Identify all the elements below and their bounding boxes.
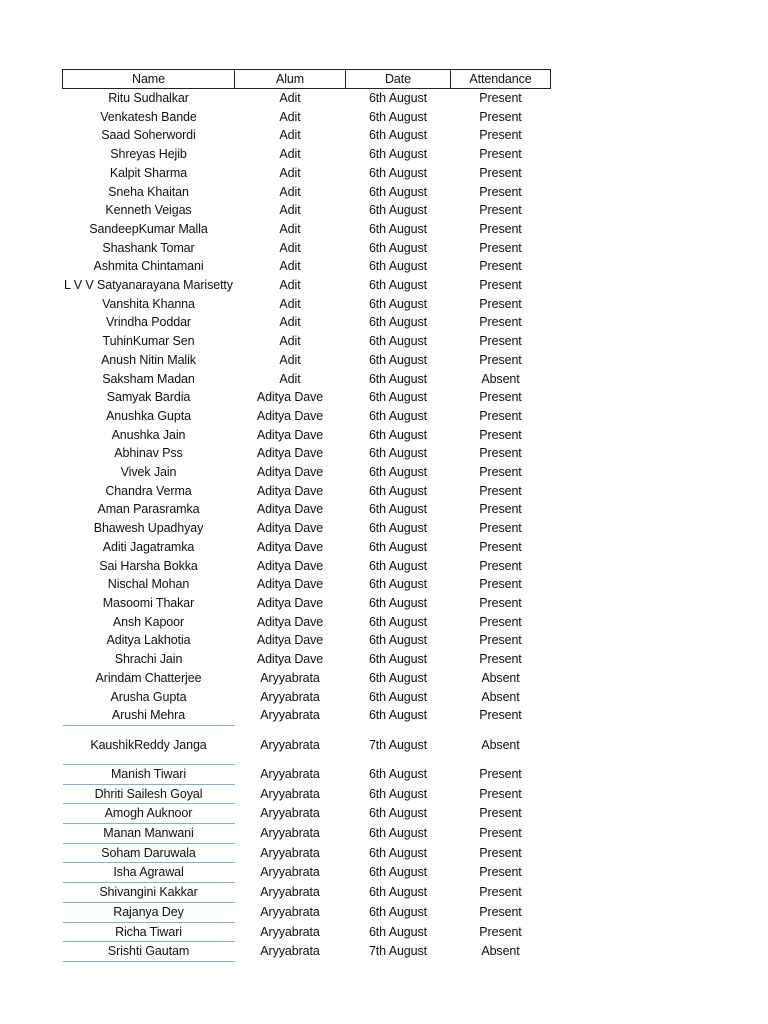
cell-date: 6th August (368, 390, 428, 405)
cell-attendance: Present (479, 427, 522, 442)
cell-name: Aditya Lakhotia (106, 633, 191, 648)
cell-date: 6th August (368, 465, 428, 480)
column-header-name: Name (63, 70, 235, 89)
cell-date: 6th August (368, 904, 428, 919)
cell-name: Sneha Khaitan (108, 184, 189, 199)
cell-alum: Aditya Dave (256, 427, 324, 442)
cell-name: Samyak Bardia (106, 390, 191, 405)
table-row (63, 669, 551, 688)
cell-attendance: Present (479, 315, 522, 330)
cell-name: Nischal Mohan (107, 577, 190, 592)
cell-attendance: Present (479, 786, 522, 801)
cell-alum: Adit (279, 184, 301, 199)
cell-alum: Adit (279, 240, 301, 255)
cell-attendance: Present (479, 826, 522, 841)
cell-attendance: Present (479, 614, 522, 629)
table-row (63, 108, 551, 127)
cell-alum: Adit (279, 221, 301, 236)
cell-date: 6th August (368, 539, 428, 554)
cell-attendance: Present (479, 708, 522, 723)
cell-alum: Aryyabrata (260, 806, 320, 821)
cell-attendance: Present (479, 184, 522, 199)
table-row (63, 276, 551, 295)
cell-name: Aditi Jagatramka (102, 539, 195, 554)
cell-name: Anushka Jain (111, 427, 186, 442)
table-row (63, 482, 551, 501)
cell-attendance: Present (479, 109, 522, 124)
cell-attendance: Present (479, 259, 522, 274)
cell-attendance: Present (479, 390, 522, 405)
table-row (63, 388, 551, 407)
cell-date: 6th August (368, 766, 428, 781)
cell-date: 6th August (368, 128, 428, 143)
cell-attendance: Present (479, 502, 522, 517)
cell-alum: Aryyabrata (260, 670, 320, 685)
cell-date: 6th August (368, 334, 428, 349)
cell-date: 6th August (368, 147, 428, 162)
table-row (63, 500, 551, 519)
cell-alum: Adit (279, 91, 301, 105)
cell-name: Anushka Gupta (106, 408, 191, 423)
cell-name: Chandra Verma (105, 483, 192, 498)
table-row (63, 257, 551, 276)
table-row (63, 688, 551, 707)
cell-alum: Aryyabrata (260, 786, 320, 801)
cell-alum: Aryyabrata (260, 689, 320, 704)
cell-alum: Aditya Dave (256, 633, 324, 648)
cell-alum: Aryyabrata (260, 845, 320, 860)
cell-date: 6th August (368, 109, 428, 124)
cell-attendance: Present (479, 296, 522, 311)
cell-name: Richa Tiwari (63, 922, 235, 942)
cell-date: 6th August (368, 184, 428, 199)
cell-attendance: Present (479, 165, 522, 180)
cell-attendance: Present (479, 924, 522, 939)
table-row (63, 426, 551, 445)
cell-alum: Aditya Dave (256, 390, 324, 405)
cell-name: Srishti Gautam (63, 942, 235, 962)
cell-date: 6th August (368, 165, 428, 180)
table-row (63, 650, 551, 669)
table-row (63, 463, 551, 482)
cell-name: Anush Nitin Malik (101, 352, 196, 367)
cell-name: Kenneth Veigas (105, 203, 192, 218)
cell-attendance: Present (479, 558, 522, 573)
cell-attendance: Present (479, 845, 522, 860)
cell-attendance: Present (479, 221, 522, 236)
table-row (63, 863, 551, 883)
cell-date: 6th August (368, 577, 428, 592)
table-row (63, 332, 551, 351)
cell-alum: Aryyabrata (260, 766, 320, 781)
cell-attendance: Absent (481, 371, 520, 386)
cell-attendance: Absent (481, 737, 520, 752)
cell-attendance: Present (479, 483, 522, 498)
cell-date: 6th August (368, 689, 428, 704)
cell-name: Vanshita Khanna (102, 296, 195, 311)
cell-attendance: Present (479, 865, 522, 880)
attendance-table (62, 69, 551, 962)
cell-name: Bhawesh Upadhyay (93, 521, 204, 536)
cell-alum: Aryyabrata (260, 924, 320, 939)
table-row (63, 764, 551, 784)
cell-date: 7th August (368, 944, 428, 959)
cell-attendance: Present (479, 652, 522, 667)
cell-alum: Adit (279, 128, 301, 143)
column-header-alum: Alum (235, 70, 346, 89)
cell-alum: Aditya Dave (256, 483, 324, 498)
cell-name: Dhriti Sailesh Goyal (63, 784, 235, 804)
cell-date: 6th August (368, 924, 428, 939)
cell-name: Saksham Madan (102, 371, 195, 386)
cell-alum: Aryyabrata (260, 904, 320, 919)
cell-alum: Aditya Dave (256, 465, 324, 480)
table-row (63, 201, 551, 220)
cell-alum: Adit (279, 371, 301, 386)
cell-date: 6th August (368, 633, 428, 648)
table-row (63, 145, 551, 164)
cell-name: Shrachi Jain (114, 652, 183, 667)
cell-name: Ansh Kapoor (112, 614, 185, 629)
cell-date: 6th August (368, 221, 428, 236)
cell-date: 6th August (368, 865, 428, 880)
cell-date: 6th August (368, 408, 428, 423)
cell-name: Arushi Mehra (63, 706, 235, 725)
table-row (63, 725, 551, 764)
cell-alum: Aditya Dave (256, 577, 324, 592)
cell-date: 6th August (368, 446, 428, 461)
cell-attendance: Present (479, 766, 522, 781)
table-row (63, 631, 551, 650)
cell-alum: Aryyabrata (260, 885, 320, 900)
cell-name: Arindam Chatterjee (95, 670, 202, 685)
cell-date: 6th August (368, 558, 428, 573)
cell-attendance: Present (479, 521, 522, 536)
cell-date: 6th August (368, 352, 428, 367)
table-row (63, 89, 551, 108)
table-body (63, 89, 551, 962)
cell-attendance: Present (479, 465, 522, 480)
cell-date: 6th August (368, 259, 428, 274)
cell-name: Rajanya Dey (63, 902, 235, 922)
cell-date: 6th August (368, 652, 428, 667)
cell-alum: Adit (279, 352, 301, 367)
cell-date: 6th August (368, 296, 428, 311)
cell-name: KaushikReddy Janga (63, 725, 235, 764)
cell-name: TuhinKumar Sen (102, 334, 195, 349)
cell-date: 6th August (368, 595, 428, 610)
cell-name: Kalpit Sharma (109, 165, 188, 180)
cell-date: 6th August (368, 806, 428, 821)
table-row (63, 183, 551, 202)
cell-alum: Adit (279, 259, 301, 274)
cell-attendance: Present (479, 147, 522, 162)
cell-alum: Aryyabrata (260, 944, 320, 959)
cell-date: 6th August (368, 502, 428, 517)
cell-attendance: Present (479, 203, 522, 218)
cell-date: 6th August (368, 315, 428, 330)
cell-alum: Aditya Dave (256, 558, 324, 573)
cell-name: L V V Satyanarayana Marisetty (64, 278, 233, 293)
table-row (63, 784, 551, 804)
cell-attendance: Present (479, 539, 522, 554)
cell-date: 7th August (368, 737, 428, 752)
header-row (63, 70, 551, 89)
table-row (63, 942, 551, 962)
cell-alum: Aditya Dave (256, 539, 324, 554)
cell-date: 6th August (368, 885, 428, 900)
cell-name: Manish Tiwari (63, 764, 235, 784)
cell-attendance: Present (479, 904, 522, 919)
cell-alum: Aryyabrata (260, 865, 320, 880)
table-row (63, 538, 551, 557)
cell-date: 6th August (368, 203, 428, 218)
table-row (63, 164, 551, 183)
cell-alum: Aditya Dave (256, 408, 324, 423)
cell-name: Soham Daruwala (63, 843, 235, 863)
cell-date: 6th August (368, 521, 428, 536)
cell-attendance: Present (479, 128, 522, 143)
cell-alum: Aryyabrata (260, 826, 320, 841)
cell-name: Sai Harsha Bokka (99, 558, 198, 573)
cell-date: 6th August (368, 708, 428, 723)
table-row (63, 824, 551, 844)
cell-attendance: Present (479, 334, 522, 349)
cell-name: Shashank Tomar (102, 240, 195, 255)
cell-attendance: Present (479, 446, 522, 461)
cell-attendance: Absent (481, 689, 520, 704)
cell-name: Shreyas Hejib (110, 147, 187, 162)
table-row (63, 922, 551, 942)
table-row (63, 557, 551, 576)
table-row (63, 313, 551, 332)
table-row (63, 407, 551, 426)
cell-date: 6th August (368, 670, 428, 685)
cell-name: Vrindha Poddar (105, 315, 191, 330)
table-row (63, 239, 551, 258)
cell-alum: Aditya Dave (256, 521, 324, 536)
cell-date: 6th August (368, 786, 428, 801)
cell-alum: Adit (279, 109, 301, 124)
cell-alum: Aryyabrata (260, 737, 320, 752)
cell-attendance: Present (479, 352, 522, 367)
cell-name: Manan Manwani (63, 824, 235, 844)
cell-attendance: Present (479, 885, 522, 900)
cell-alum: Adit (279, 147, 301, 162)
cell-name: Aman Parasramka (97, 502, 200, 517)
table-row (63, 295, 551, 314)
cell-alum: Adit (279, 165, 301, 180)
cell-alum: Adit (279, 203, 301, 218)
cell-alum: Adit (279, 315, 301, 330)
cell-attendance: Present (479, 595, 522, 610)
cell-date: 6th August (368, 845, 428, 860)
table-row (63, 902, 551, 922)
cell-name: Arusha Gupta (110, 689, 187, 704)
table-row (63, 883, 551, 903)
cell-name: Vivek Jain (120, 465, 177, 480)
table-row (63, 126, 551, 145)
cell-name: Shivangini Kakkar (63, 883, 235, 903)
cell-alum: Adit (279, 296, 301, 311)
table-row (63, 444, 551, 463)
attendance-sheet (62, 69, 551, 962)
table-row (63, 575, 551, 594)
table-row (63, 519, 551, 538)
cell-alum: Aditya Dave (256, 595, 324, 610)
cell-alum: Aditya Dave (256, 652, 324, 667)
cell-alum: Aditya Dave (256, 502, 324, 517)
cell-alum: Adit (279, 278, 301, 293)
table-row (63, 804, 551, 824)
column-header-date: Date (346, 70, 451, 89)
cell-alum: Aryyabrata (260, 708, 320, 723)
cell-name: Isha Agrawal (63, 863, 235, 883)
cell-name: Masoomi Thakar (102, 595, 195, 610)
cell-date: 6th August (368, 427, 428, 442)
cell-date: 6th August (368, 483, 428, 498)
cell-attendance: Present (479, 278, 522, 293)
cell-date: 6th August (368, 371, 428, 386)
cell-attendance: Present (479, 577, 522, 592)
cell-date: 6th August (368, 91, 428, 105)
cell-attendance: Absent (481, 944, 520, 959)
cell-name: Amogh Auknoor (63, 804, 235, 824)
table-row (63, 594, 551, 613)
cell-attendance: Present (479, 806, 522, 821)
table-row (63, 706, 551, 725)
cell-name: Saad Soherwordi (101, 128, 196, 143)
table-row (63, 351, 551, 370)
table-row (63, 370, 551, 389)
table-row (63, 843, 551, 863)
cell-attendance: Present (479, 408, 522, 423)
cell-attendance: Present (479, 633, 522, 648)
cell-attendance: Absent (481, 670, 520, 685)
cell-date: 6th August (368, 240, 428, 255)
cell-date: 6th August (368, 278, 428, 293)
cell-name: Ritu Sudhalkar (108, 91, 189, 105)
cell-name: Venkatesh Bande (100, 109, 197, 124)
cell-name: SandeepKumar Malla (89, 221, 208, 236)
column-header-attendance: Attendance (451, 70, 551, 89)
cell-alum: Aditya Dave (256, 446, 324, 461)
cell-alum: Aditya Dave (256, 614, 324, 629)
cell-attendance: Present (479, 240, 522, 255)
cell-date: 6th August (368, 826, 428, 841)
table-row (63, 613, 551, 632)
cell-attendance: Present (479, 91, 522, 105)
cell-name: Abhinav Pss (114, 446, 183, 461)
cell-name: Ashmita Chintamani (93, 259, 204, 274)
table-row (63, 220, 551, 239)
cell-date: 6th August (368, 614, 428, 629)
cell-alum: Adit (279, 334, 301, 349)
